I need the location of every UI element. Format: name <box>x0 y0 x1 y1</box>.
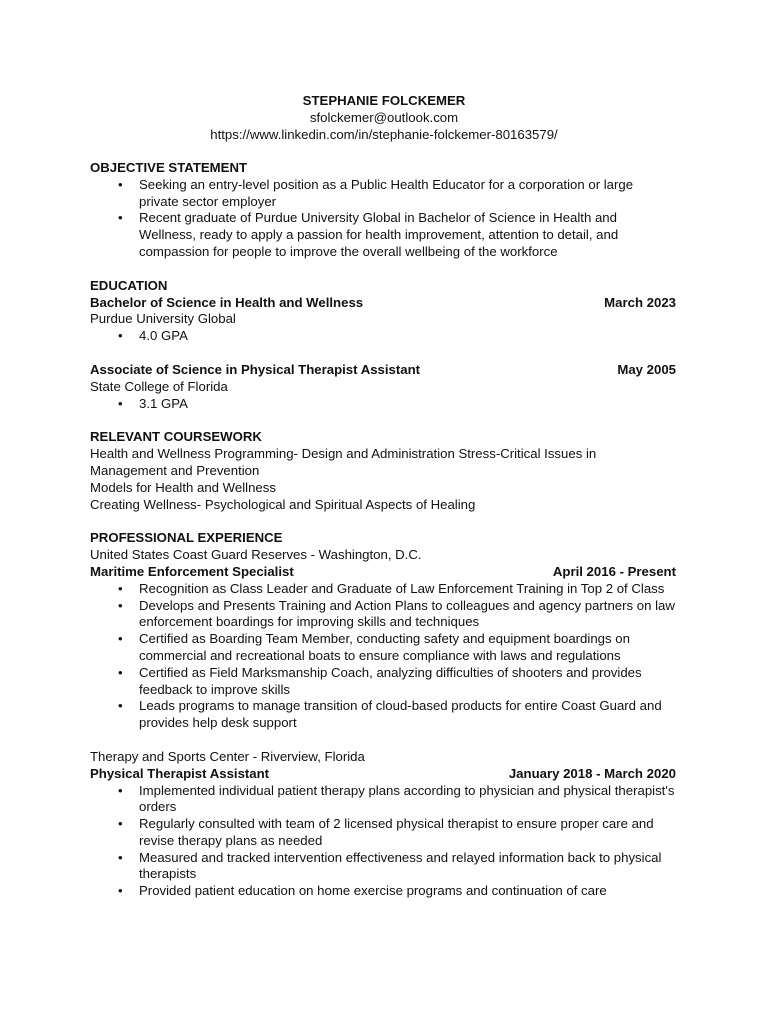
job-duty: • Provided patient education on home exercise programs and continuation of care <box>90 883 676 900</box>
job-title: Maritime Enforcement Specialist <box>90 563 294 579</box>
school-name: State College of Florida <box>90 378 228 394</box>
job-title: Physical Therapist Assistant <box>90 765 270 781</box>
objective-bullet: • Seeking an entry-level position as a Public Health Educator for a corporation or large private sector employer <box>90 177 676 211</box>
job-header <box>90 564 676 581</box>
education-entry-header <box>90 295 676 312</box>
education-section <box>90 278 676 413</box>
job-duty: • Measured and tracked intervention effectiveness and relayed information back to physical therapists <box>90 850 676 884</box>
job-duty: • Certified as Field Marksmanship Coach, analyzing difficulties of shooters and provides feedback to improve skills <box>90 665 676 699</box>
section-title-education: EDUCATION <box>90 277 168 293</box>
job-header <box>90 766 676 783</box>
objective-list <box>90 177 676 261</box>
candidate-name: STEPHANIE FOLCKEMER <box>302 93 466 108</box>
job-dates: January 2018 - March 2020 <box>508 765 676 781</box>
entry-spacer <box>90 732 676 749</box>
job-duty: • Recognition as Class Leader and Graduate of Law Enforcement Training in Top 2 of Class <box>90 581 676 598</box>
coursework-line: Models for Health and Wellness <box>90 479 276 495</box>
objective-bullet: • Recent graduate of Purdue University Global in Bachelor of Science in Health and Wellness, ready to apply a passion for health improvement, attention to detail, and compassion for people to improve the overall wellbeing of the workforce <box>90 210 676 260</box>
coursework-line: Health and Wellness Programming- Design and Administration Stress-Critical Issues in Management and Prevention <box>90 446 597 478</box>
coursework-line: Creating Wellness- Psychological and Spiritual Aspects of Healing <box>90 496 476 512</box>
employer-name: Therapy and Sports Center - Riverview, Florida <box>90 748 365 764</box>
email-address: sfolckemer@outlook.com <box>309 109 459 125</box>
linkedin-url: https://www.linkedin.com/in/stephanie-folckemer-80163579/ <box>210 126 558 142</box>
job-duty: • Leads programs to manage transition of cloud-based products for entire Coast Guard and provides help desk support <box>90 698 676 732</box>
degree-date: March 2023 <box>604 294 676 310</box>
section-title-experience: PROFESSIONAL EXPERIENCE <box>90 530 283 546</box>
experience-section <box>90 530 676 900</box>
job-duty: • Regularly consulted with team of 2 licensed physical therapist to ensure proper care and revise therapy plans as needed <box>90 816 676 850</box>
section-title-objective: OBJECTIVE STATEMENT <box>90 160 248 175</box>
education-entry-header <box>90 362 676 379</box>
education-detail-list <box>90 328 676 345</box>
degree-title: Associate of Science in Physical Therapist Assistant <box>90 361 421 377</box>
degree-date: May 2005 <box>617 361 676 377</box>
school-name: Purdue University Global <box>90 311 236 327</box>
job-dates: April 2016 - Present <box>552 563 676 579</box>
job-duty: • Implemented individual patient therapy plans according to physician and physical therapist's orders <box>90 783 676 817</box>
entry-spacer <box>90 345 676 362</box>
objective-section <box>90 160 676 261</box>
section-title-coursework: RELEVANT COURSEWORK <box>90 429 262 445</box>
resume-header <box>0 93 768 143</box>
job-duties-list <box>90 783 676 901</box>
job-duty: • Certified as Boarding Team Member, conducting safety and equipment boardings on commercial and recreational boats to ensure compliance with laws and regulations <box>90 631 676 665</box>
education-detail: • 4.0 GPA <box>90 328 676 345</box>
education-detail-list <box>90 396 676 413</box>
degree-title: Bachelor of Science in Health and Wellness <box>90 294 364 310</box>
education-detail: • 3.1 GPA <box>90 396 676 413</box>
job-duty: • Develops and Presents Training and Action Plans to colleagues and agency partners on law enforcement boardings for improving skills and techniques <box>90 598 676 632</box>
employer-name: United States Coast Guard Reserves - Washington, D.C. <box>90 547 422 563</box>
coursework-section <box>90 429 676 513</box>
job-duties-list <box>90 581 676 732</box>
resume-body <box>90 160 676 917</box>
